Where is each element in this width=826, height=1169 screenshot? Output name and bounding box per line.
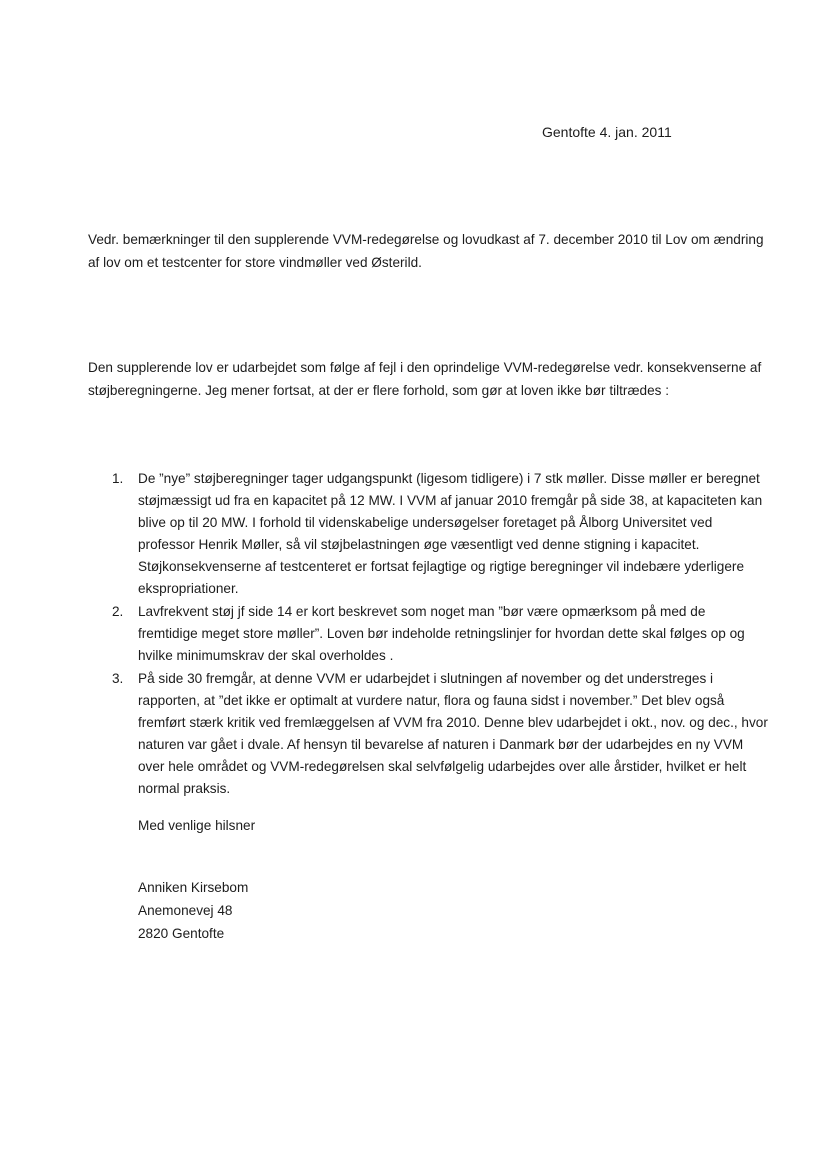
list-item-text: De ”nye” støjberegninger tager udgangspunkt (ligesom tidligere) i 7 stk møller. Disse møller er beregnet støjmæssigt ud fra en kapacitet på 12 MW. I VVM af januar 2010 fremgår på side 38, at kapaciteten kan blive op til 20 MW. I forhold til videnskabelige undersøgelser foretaget på Ålborg Universitet ved professor Henrik Møller, så vil støjbelastningen øge væsentligt ved denne stigning i kapacitet. Støjkonsekvenserne af testcenteret er fortsat fejlagtige og rigtige beregninger vil indebære yderligere ekspropriationer. [138,471,763,596]
signature-city: 2820 Gentofte [138,926,225,941]
points-list [108,468,768,800]
list-item-text: Lavfrekvent støj jf side 14 er kort beskrevet som noget man ”bør være opmærksom på med de fremtidige meget store møller”. Loven bør indeholde retningslinjer for hvordan dette skal følges op og hvilke minimumskrav der skal overholdes . [138,604,745,663]
letter-subject: Vedr. bemærkninger til den supplerende VVM-redegørelse og lovudkast af 7. december 2010 til Lov om ændring af lov om et testcenter for store vindmøller ved Østerild. [88,232,764,270]
signature-block [138,876,248,945]
signature-street: Anemonevej 48 [138,903,233,918]
list-item [108,468,768,600]
list-item-number: 3. [112,671,124,686]
list-item-text: På side 30 fremgår, at denne VVM er udarbejdet i slutningen af november og det understreges i rapporten, at ”det ikke er optimalt at vurdere natur, flora og fauna sidst i november.” Det blev også fremført stærk kritik ved fremlæggelsen af VVM fra 2010. Denne blev udarbejdet i okt., nov. og dec., hvor naturen var gået i dvale. Af hensyn til bevarelse af naturen i Danmark bør der udarbejdes en ny VVM over hele området og VVM-redegørelsen skal selvfølgelig udarbejdes over alle årstider, hvilket er helt normal praksis. [138,671,768,796]
letter-closing: Med venlige hilsner [138,818,256,833]
list-item [108,668,768,800]
signature-name: Anniken Kirsebom [138,880,249,895]
letter-date: Gentofte 4. jan. 2011 [542,124,672,140]
list-item-number: 1. [112,471,124,486]
letter-intro: Den supplerende lov er udarbejdet som følge af fejl i den oprindelige VVM-redegørelse vedr. konsekvenserne af støjberegningerne. Jeg mener fortsat, at der er flere forhold, som gør at loven ikke bør tiltrædes : [88,360,762,398]
list-item [108,601,768,667]
list-item-number: 2. [112,604,124,619]
